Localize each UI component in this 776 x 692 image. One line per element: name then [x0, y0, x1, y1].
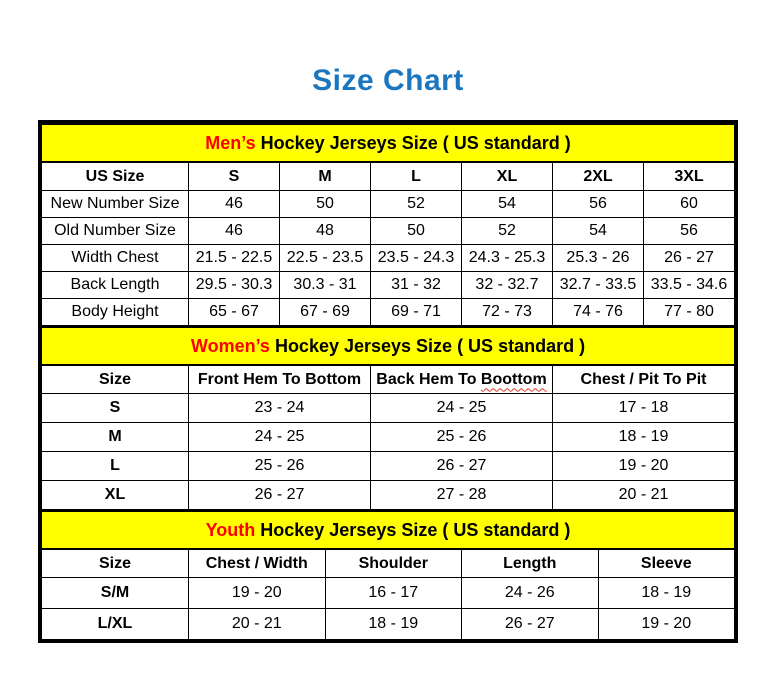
mens-col-3xl: 3XL [644, 162, 735, 191]
womens-row-m [42, 423, 735, 452]
mens-row-width-chest [42, 245, 735, 272]
size-value-cell: 60 [644, 191, 735, 218]
size-value-cell: 33.5 - 34.6 [644, 272, 735, 299]
size-value-cell: 50 [371, 218, 462, 245]
size-value-cell: 19 - 20 [598, 609, 735, 640]
mens-banner-text: Hockey Jerseys Size ( US standard ) [255, 132, 571, 153]
size-value-cell: 24 - 25 [371, 394, 553, 423]
womens-section-banner [42, 327, 735, 365]
row-label: S [42, 394, 189, 423]
size-value-cell: 26 - 27 [371, 452, 553, 481]
row-label: New Number Size [42, 191, 189, 218]
size-value-cell: 16 - 17 [325, 578, 462, 609]
size-value-cell: 25 - 26 [189, 452, 371, 481]
size-value-cell: 18 - 19 [553, 423, 735, 452]
size-value-cell: 17 - 18 [553, 394, 735, 423]
size-chart-table-group [38, 120, 738, 643]
size-value-cell: 54 [553, 218, 644, 245]
mens-banner-highlight: Men’s [205, 132, 256, 153]
womens-col-back-hem [371, 365, 553, 394]
youth-col-chest-width: Chest / Width [189, 549, 326, 578]
womens-banner-text: Hockey Jerseys Size ( US standard ) [269, 335, 586, 356]
mens-row-back-length [42, 272, 735, 299]
mens-col-xl: XL [462, 162, 553, 191]
size-value-cell: 24 - 25 [189, 423, 371, 452]
mens-col-us-size: US Size [42, 162, 189, 191]
size-value-cell: 46 [189, 191, 280, 218]
size-value-cell: 19 - 20 [553, 452, 735, 481]
size-value-cell: 23 - 24 [189, 394, 371, 423]
size-value-cell: 50 [280, 191, 371, 218]
womens-row-xl [42, 481, 735, 510]
size-value-cell: 20 - 21 [189, 609, 326, 640]
mens-col-2xl: 2XL [553, 162, 644, 191]
womens-col-chest: Chest / Pit To Pit [553, 365, 735, 394]
youth-col-shoulder: Shoulder [325, 549, 462, 578]
size-value-cell: 48 [280, 218, 371, 245]
row-label: XL [42, 481, 189, 510]
size-value-cell: 52 [371, 191, 462, 218]
mens-col-s: S [189, 162, 280, 191]
size-value-cell: 56 [644, 218, 735, 245]
mens-row-new-number-size [42, 191, 735, 218]
size-value-cell: 56 [553, 191, 644, 218]
mens-header-row [42, 162, 735, 191]
page-title: Size Chart [312, 64, 464, 97]
size-value-cell: 20 - 21 [553, 481, 735, 510]
womens-col-back-hem-prefix: Back Hem To [376, 370, 481, 388]
size-value-cell: 26 - 27 [644, 245, 735, 272]
youth-col-sleeve: Sleeve [598, 549, 735, 578]
womens-col-size: Size [42, 365, 189, 394]
womens-header-row [42, 365, 735, 394]
row-label: M [42, 423, 189, 452]
size-value-cell: 29.5 - 30.3 [189, 272, 280, 299]
size-value-cell: 30.3 - 31 [280, 272, 371, 299]
size-value-cell: 72 - 73 [462, 299, 553, 326]
womens-col-back-hem-misspelled-word: Boottom [480, 370, 547, 388]
size-value-cell: 18 - 19 [325, 609, 462, 640]
mens-row-body-height [42, 299, 735, 326]
row-label: Old Number Size [42, 218, 189, 245]
youth-size-table [41, 510, 735, 640]
size-value-cell: 25 - 26 [371, 423, 553, 452]
row-label: Width Chest [42, 245, 189, 272]
youth-section-banner [42, 511, 735, 549]
size-value-cell: 18 - 19 [598, 578, 735, 609]
size-value-cell: 23.5 - 24.3 [371, 245, 462, 272]
youth-banner-text: Hockey Jerseys Size ( US standard ) [255, 519, 571, 540]
womens-banner-cell [42, 327, 735, 365]
mens-col-l: L [371, 162, 462, 191]
youth-banner-cell [42, 511, 735, 549]
size-value-cell: 31 - 32 [371, 272, 462, 299]
size-value-cell: 27 - 28 [371, 481, 553, 510]
size-value-cell: 74 - 76 [553, 299, 644, 326]
mens-col-m: M [280, 162, 371, 191]
womens-banner-highlight: Women’s [190, 335, 270, 356]
youth-col-length: Length [462, 549, 599, 578]
size-value-cell: 24.3 - 25.3 [462, 245, 553, 272]
mens-banner-cell [42, 124, 735, 162]
womens-size-table [41, 326, 735, 510]
womens-row-l [42, 452, 735, 481]
size-value-cell: 21.5 - 22.5 [189, 245, 280, 272]
size-value-cell: 26 - 27 [462, 609, 599, 640]
size-value-cell: 24 - 26 [462, 578, 599, 609]
youth-row-sm [42, 578, 735, 609]
row-label: Body Height [42, 299, 189, 326]
mens-row-old-number-size [42, 218, 735, 245]
youth-header-row [42, 549, 735, 578]
size-value-cell: 69 - 71 [371, 299, 462, 326]
mens-section-banner [42, 124, 735, 162]
row-label: Back Length [42, 272, 189, 299]
size-value-cell: 67 - 69 [280, 299, 371, 326]
size-value-cell: 52 [462, 218, 553, 245]
row-label: L/XL [42, 609, 189, 640]
size-value-cell: 25.3 - 26 [553, 245, 644, 272]
size-value-cell: 77 - 80 [644, 299, 735, 326]
size-value-cell: 54 [462, 191, 553, 218]
size-value-cell: 32.7 - 33.5 [553, 272, 644, 299]
size-value-cell: 46 [189, 218, 280, 245]
size-value-cell: 65 - 67 [189, 299, 280, 326]
row-label: L [42, 452, 189, 481]
womens-row-s [42, 394, 735, 423]
size-value-cell: 22.5 - 23.5 [280, 245, 371, 272]
youth-banner-highlight: Youth [205, 519, 256, 540]
mens-size-table [41, 123, 735, 326]
size-value-cell: 19 - 20 [189, 578, 326, 609]
row-label: S/M [42, 578, 189, 609]
youth-row-lxl [42, 609, 735, 640]
size-value-cell: 32 - 32.7 [462, 272, 553, 299]
size-value-cell: 26 - 27 [189, 481, 371, 510]
womens-col-front-hem: Front Hem To Bottom [189, 365, 371, 394]
youth-col-size: Size [42, 549, 189, 578]
